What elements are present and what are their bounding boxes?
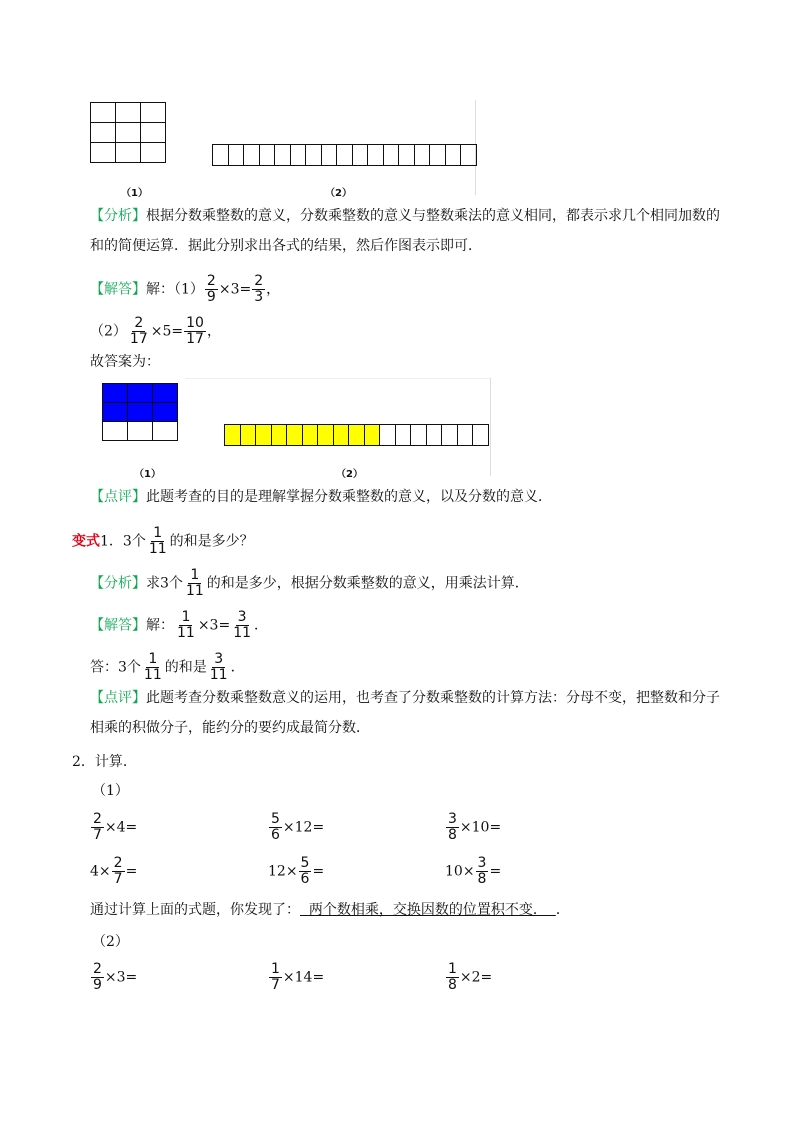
punct: ， <box>266 281 281 298</box>
fraction: $\frac{1}{11}$ <box>143 651 162 683</box>
punct: ． <box>555 902 570 918</box>
comment-line <box>90 487 552 507</box>
grid-cell <box>128 422 153 441</box>
operator: ×3= <box>197 617 231 634</box>
expression: 12× $\frac{5}{6}$ = <box>268 855 325 887</box>
fraction: $\frac{3}{11}$ <box>233 609 252 641</box>
expression: 4× $\frac{2}{7}$ = <box>90 855 138 887</box>
variant-comment-2: 相乘的积做分子，能约分的要约成最简分数． <box>90 720 370 736</box>
strip-cell <box>256 425 272 446</box>
strip-cell <box>399 145 415 166</box>
strip-cell <box>259 145 275 166</box>
grid-cell <box>128 384 153 403</box>
comment-tag: 【点评】 <box>90 690 146 706</box>
strip-cell <box>290 145 306 166</box>
strip-cell <box>442 425 458 446</box>
strip-cell <box>318 425 334 446</box>
strip-cell <box>445 145 461 166</box>
strip-cell <box>275 145 291 166</box>
caption-2: （2） <box>325 188 352 199</box>
strip-cell <box>380 425 396 446</box>
answer-prefix: 解： <box>146 617 174 634</box>
strip-cell <box>383 145 399 166</box>
q2-part1-label: （1） <box>92 783 129 799</box>
strip-cell <box>461 145 477 166</box>
frame-edge <box>185 378 490 379</box>
strip-cell <box>349 425 365 446</box>
variant-comment-1 <box>90 688 720 708</box>
strip-cell <box>213 145 229 166</box>
analysis-suffix: 的和是多少，根据分数乘整数的意义，用乘法计算． <box>206 575 529 592</box>
analysis-tag: 【分析】 <box>90 208 146 224</box>
q2-finding <box>90 900 570 920</box>
caption-1: （1） <box>134 469 161 480</box>
strip-cell <box>368 145 384 166</box>
q2-part2-label: （2） <box>92 934 129 950</box>
grid-cell <box>103 384 128 403</box>
variant-tag: 变式 <box>72 533 100 550</box>
expression: 10× $\frac{3}{8}$ = <box>445 855 502 887</box>
expression: $\frac{2}{7}$ ×4= <box>93 811 138 843</box>
strip-17-shaded <box>224 424 489 446</box>
strip-cell <box>473 425 489 446</box>
strip-17 <box>212 144 477 166</box>
answer-tag: 【解答】 <box>90 281 146 298</box>
strip-cell <box>240 425 256 446</box>
answer-line-2 <box>90 316 221 347</box>
reply-prefix: 答：3个 <box>90 659 141 676</box>
operator: ×3= <box>218 281 252 298</box>
expression: $\frac{1}{7}$ ×14= <box>271 961 325 993</box>
strip-cell <box>457 425 473 446</box>
grid-cell <box>153 403 178 422</box>
operator: ×5= <box>150 323 184 340</box>
strip-cell <box>302 425 318 446</box>
question-prefix: 1．3个 <box>100 533 146 550</box>
fraction: $\frac{2}{17}$ <box>129 315 148 347</box>
grid-cell <box>103 403 128 422</box>
reply-mid: 的和是 <box>164 659 207 676</box>
strip-cell <box>225 425 241 446</box>
analysis-text: 根据分数乘整数的意义，分数乘整数的意义与整数乘法的意义相同，都表示求几个相同加数的 <box>146 208 720 224</box>
question-suffix: 的和是多少？ <box>169 533 254 550</box>
comment-text: 此题考查分数乘整数意义的运用，也考查了分数乘整数的计算方法：分母不变，把整数和分子 <box>146 690 720 706</box>
grid-cell <box>153 384 178 403</box>
analysis-line-2: 和的简便运算．据此分别求出各式的结果，然后作图表示即可． <box>90 238 482 254</box>
fraction: $\frac{1}{11}$ <box>185 567 204 599</box>
caption-2: （2） <box>336 469 363 480</box>
strip-cell <box>271 425 287 446</box>
finding-answer: 两个数相乘，交换因数的位置积不变． <box>300 902 556 918</box>
grid-cell <box>153 422 178 441</box>
fraction: $\frac{3}{11}$ <box>209 651 228 683</box>
fraction: $\frac{1}{11}$ <box>177 609 195 641</box>
punct: ． <box>230 659 245 676</box>
answer-line-1 <box>90 274 280 305</box>
grid-cell <box>128 403 153 422</box>
analysis-tag: 【分析】 <box>90 575 146 592</box>
fraction: $\frac{10}{17}$ <box>186 315 204 347</box>
strip-cell <box>228 145 244 166</box>
variant-reply <box>90 652 245 683</box>
answer-tag: 【解答】 <box>90 617 146 634</box>
strip-cell <box>244 145 260 166</box>
expression: $\frac{3}{8}$ ×10= <box>448 811 502 843</box>
fraction: $\frac{1}{11}$ <box>148 525 167 557</box>
strip-cell <box>364 425 380 446</box>
punct: ． <box>254 617 269 634</box>
comment-tag: 【点评】 <box>90 489 146 505</box>
strip-cell <box>306 145 322 166</box>
strip-cell <box>333 425 349 446</box>
variant-question <box>72 526 254 557</box>
strip-cell <box>426 425 442 446</box>
therefore-label: 故答案为： <box>90 354 160 370</box>
comment-text: 此题考查的目的是理解掌握分数乘整数的意义，以及分数的意义． <box>146 489 552 505</box>
frame-edge <box>490 378 491 476</box>
strip-cell <box>411 425 427 446</box>
punct: ， <box>206 323 221 340</box>
q2-title: 2．计算． <box>72 754 137 770</box>
variant-analysis <box>90 568 529 599</box>
fraction: $\frac{2}{3}$ <box>254 273 264 305</box>
strip-cell <box>395 425 411 446</box>
analysis-line-1 <box>90 206 720 226</box>
expression: $\frac{1}{8}$ ×2= <box>448 961 493 993</box>
expression: $\frac{5}{6}$ ×12= <box>271 811 325 843</box>
strip-cell <box>287 425 303 446</box>
fraction: $\frac{2}{9}$ <box>206 273 216 305</box>
finding-prefix: 通过计算上面的式题，你发现了： <box>90 902 300 918</box>
strip-cell <box>337 145 353 166</box>
caption-1: （1） <box>121 188 148 199</box>
strip-cell <box>352 145 368 166</box>
grid-cell <box>103 422 128 441</box>
strip-cell <box>430 145 446 166</box>
answer-prefix: 解：（1） <box>146 281 204 298</box>
expression: $\frac{2}{9}$ ×3= <box>93 961 138 993</box>
strip-cell <box>414 145 430 166</box>
strip-cell <box>321 145 337 166</box>
grid-3x3 <box>90 102 166 163</box>
grid-3x3-shaded <box>102 383 178 441</box>
part-label: （2） <box>90 323 127 340</box>
analysis-prefix: 求3个 <box>146 575 183 592</box>
variant-answer <box>90 610 268 641</box>
